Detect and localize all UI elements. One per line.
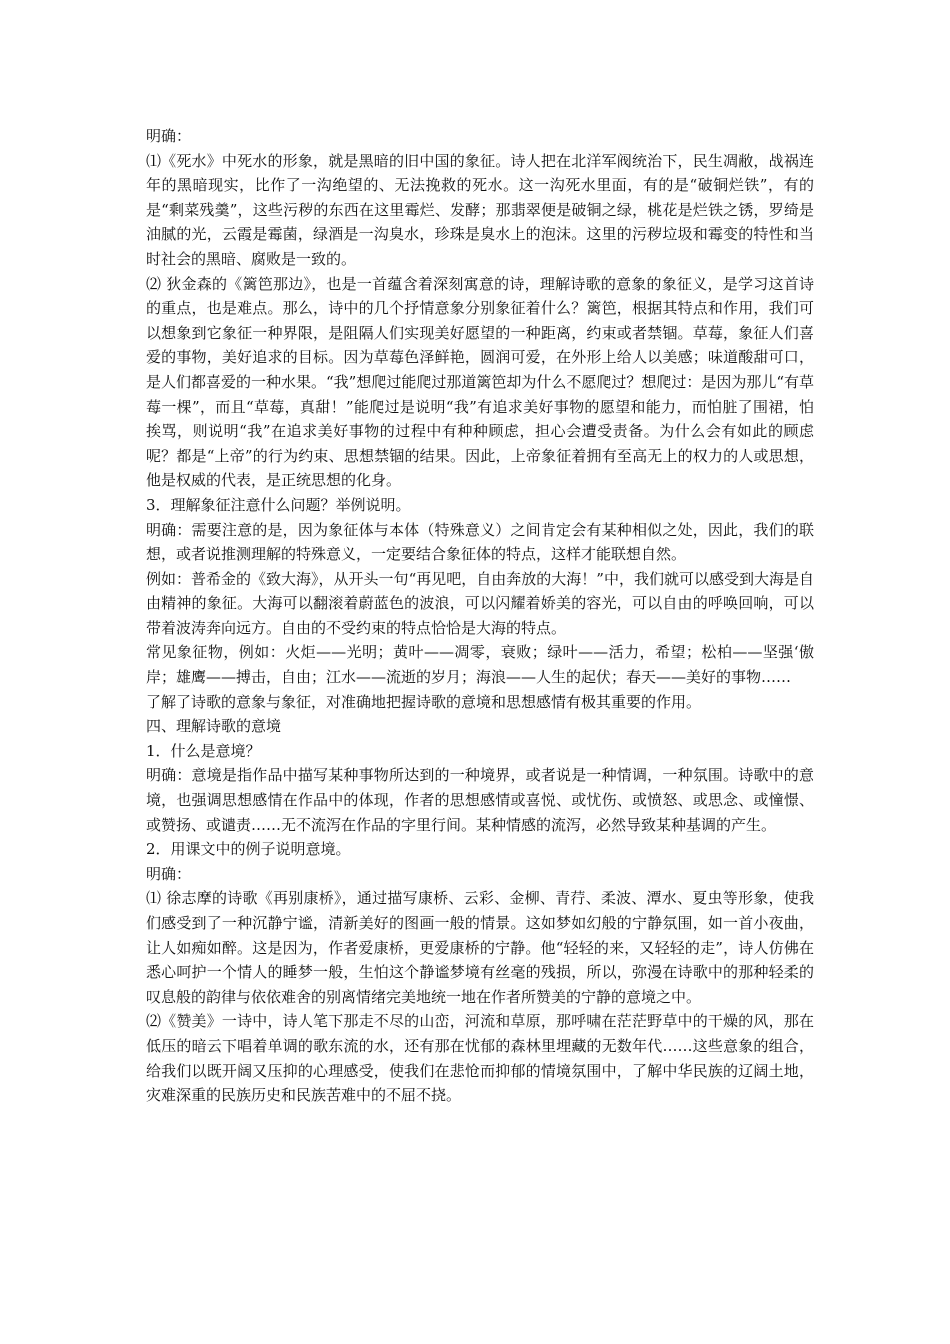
paragraph-symbol-note: 明确：需要注意的是，因为象征体与本体（特殊意义）之间肯定会有某种相似之处，因此，我们的联想，或者说推测理解的特殊意义，一定要结合象征体的特点，这样才能联想自然。: [146, 520, 814, 564]
paragraph-yijing-definition: 明确：意境是指作品中描写某种事物所达到的一种境界，或者说是一种情调，一种氛围。诗歌中的意境，也强调思想感情在作品中的体现，作者的思想感情或喜悦、或忧伤、或愤怒、或思念、或憧憬、或赞扬、或谴责……无不流泻在作品的字里行间。某种情感的流泻，必然导致某种基调的产生。: [146, 766, 814, 834]
label-mingque-2: 明确：: [146, 864, 192, 883]
paragraph-summary: 了解了诗歌的意象与象征，对准确地把握诗歌的意境和思想感情有极其重要的作用。: [146, 692, 702, 711]
document-page: [146, 124, 814, 1108]
question-3-heading: 3．理解象征注意什么问题？举例说明。: [146, 495, 411, 514]
paragraph-common-symbols: 常见象征物，例如：火炬——光明；黄叶——凋零，衰败；绿叶——活力，希望；松柏——坚强‘傲岸；雄鹰——搏击，自由；江水——流逝的岁月；海浪——人生的起伏；春天——美好的事物……: [146, 643, 814, 687]
paragraph-libazhabian: ⑵ 狄金森的《篱笆那边》，也是一首蕴含着深刻寓意的诗，理解诗歌的意象的象征义，是学习这首诗的重点，也是难点。那么，诗中的几个抒情意象分别象征着什么？篱笆，根据其特点和作用，我们可以想象到它象征一种界限，是阻隔人们实现美好愿望的一种距离，约束或者禁锢。草莓，象征人们喜爱的事物，美好追求的目标。因为草莓色泽鲜艳，圆润可爱，在外形上给人以美感；味道酸甜可口，是人们都喜爱的一种水果。“我”想爬过能爬过那道篱笆却为什么不愿爬过？想爬过：是因为那儿“有草莓一棵”，而且“草莓，真甜！”能爬过是说明“我”有追求美好事物的愿望和能力，而怕脏了围裙，怕挨骂，则说明“我”在追求美好事物的过程中有种种顾虑，担心会遭受责备。为什么会有如此的顾虑呢？都是“上帝”的行为约束、思想禁锢的结果。因此，上帝象征着拥有至高无上的权力的人或思想，他是权威的代表，是正统思想的化身。: [146, 274, 815, 490]
question-1-heading: 1．什么是意境？: [146, 741, 261, 760]
label-mingque-1: 明确：: [146, 127, 192, 145]
paragraph-sishui: ⑴《死水》中死水的形象，就是黑暗的旧中国的象征。诗人把在北洋军阀统治下，民生凋敝，战祸连年的黑暗现实，比作了一沟绝望的、无法挽救的死水。这一沟死水里面，有的是“破铜烂铁”，有的是“剩菜残羹”，这些污秽的东西在这里霉烂、发酵；那翡翠便是破铜之绿，桃花是烂铁之锈，罗绮是油腻的光，云霞是霉菌，绿酒是一沟臭水，珍珠是臭水上的泡沫。这里的污秽垃圾和霉变的特性和当时社会的黑暗、腐败是一致的。: [146, 151, 814, 268]
paragraph-zanmei: ⑵《赞美》一诗中，诗人笔下那走不尽的山峦，河流和草原，那呼啸在茫茫野草中的干燥的风，那在低压的暗云下唱着单调的歌东流的水，还有那在忧郁的森林里埋藏的无数年代……这些意象的组合，给我们以既开阔又压抑的心理感受，使我们在悲怆而抑郁的情境氛围中，了解中华民族的辽阔土地，灾难深重的民族历史和民族苦难中的不屈不挠。: [146, 1012, 814, 1105]
question-2-heading: 2．用课文中的例子说明意境。: [146, 840, 351, 859]
section-4-heading: 四、理解诗歌的意境: [146, 717, 282, 736]
paragraph-zaibie-kangqiao: ⑴ 徐志摩的诗歌《再别康桥》，通过描写康桥、云彩、金柳、青荇、柔波、潭水、夏虫等形象，使我们感受到了一种沉静宁谧，清新美好的图画一般的情景。这如梦如幻般的宁静氛围，如一首小夜曲，让人如痴如醉。这是因为，作者爱康桥，更爱康桥的宁静。他“轻轻的来，又轻轻的走”，诗人仿佛在悉心呵护一个情人的睡梦一般，生怕这个静谧梦境有丝毫的残损，所以，弥漫在诗歌中的那种轻柔的叹息般的韵律与依依难舍的别离情绪完美地统一地在作者所赞美的宁静的意境之中。: [146, 889, 814, 1006]
paragraph-zhidahai-example: 例如：普希金的《致大海》，从开头一句“再见吧，自由奔放的大海！”中，我们就可以感受到大海是自由精神的象征。大海可以翻滚着蔚蓝色的波浪，可以闪耀着娇美的容光，可以自由的呼唤回响，可以带着波涛奔向远方。自由的不受约束的特点恰恰是大海的特点。: [146, 569, 814, 637]
